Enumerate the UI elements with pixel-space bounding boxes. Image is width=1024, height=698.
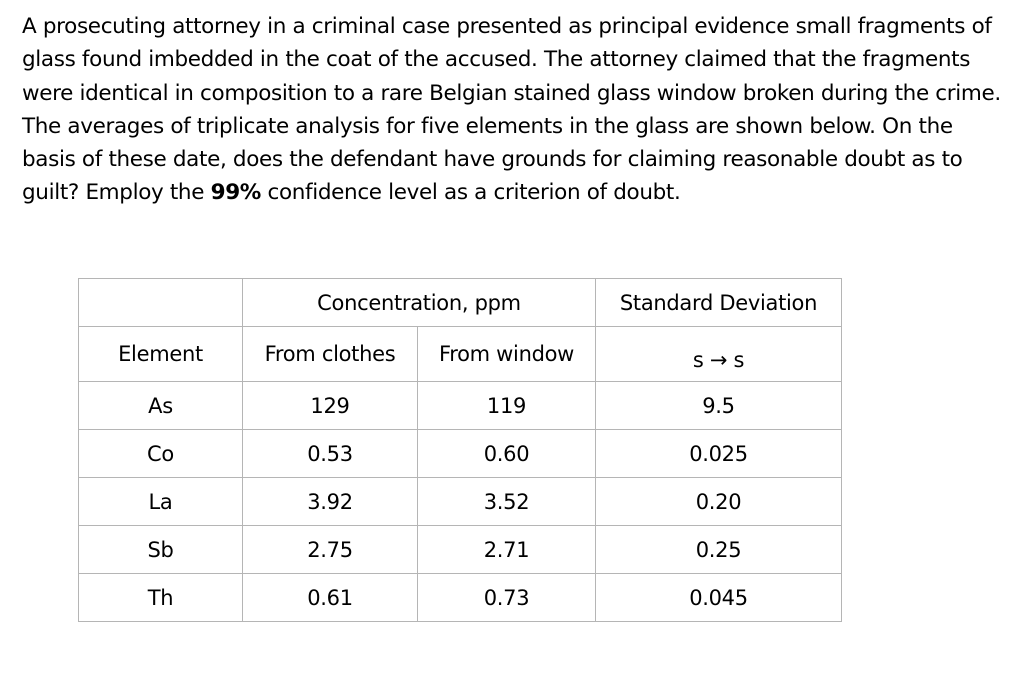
element-cell: La (79, 478, 243, 526)
table-subheader-row (79, 327, 842, 382)
concentration-header: Concentration, ppm (243, 279, 596, 327)
window-cell: 119 (418, 382, 596, 430)
sd-cell: 0.025 (596, 430, 842, 478)
window-cell: 0.73 (418, 574, 596, 622)
sd-symbol-header (596, 327, 842, 382)
clothes-cell: 3.92 (243, 478, 418, 526)
element-cell: As (79, 382, 243, 430)
sd-cell: 0.25 (596, 526, 842, 574)
table-row (79, 430, 842, 478)
clothes-cell: 129 (243, 382, 418, 430)
table-row (79, 526, 842, 574)
element-cell: Sb (79, 526, 243, 574)
window-cell: 3.52 (418, 478, 596, 526)
window-cell: 2.71 (418, 526, 596, 574)
problem-statement (22, 10, 1012, 210)
table-row (79, 574, 842, 622)
sd-cell: 9.5 (596, 382, 842, 430)
std-dev-header: Standard Deviation (596, 279, 842, 327)
table-row (79, 478, 842, 526)
problem-text-start: A prosecuting attorney in a criminal case presented as principal evidence small fragments of glass found imbedded in the coat of the accused. The attorney claimed that the fragments were identical in composition to a rare Belgian stained glass window broken during the crime. The averages of triplicate analysis for five elements in the glass are shown below. On the basis of these date, does the defendant have grounds for claiming reasonable doubt as to guilt? Employ the (22, 14, 1001, 206)
empty-header-cell (79, 279, 243, 327)
table-row (79, 382, 842, 430)
problem-text-end: confidence level as a criterion of doubt. (261, 180, 681, 206)
sd-cell: 0.045 (596, 574, 842, 622)
glass-composition-table (78, 278, 842, 622)
from-window-header: From window (418, 327, 596, 382)
sd-symbol: s → s (692, 348, 745, 372)
element-cell: Co (79, 430, 243, 478)
clothes-cell: 0.53 (243, 430, 418, 478)
element-header: Element (79, 327, 243, 382)
element-cell: Th (79, 574, 243, 622)
confidence-level: 99% (210, 180, 261, 206)
clothes-cell: 2.75 (243, 526, 418, 574)
window-cell: 0.60 (418, 430, 596, 478)
sd-cell: 0.20 (596, 478, 842, 526)
from-clothes-header: From clothes (243, 327, 418, 382)
table-header-row (79, 279, 842, 327)
clothes-cell: 0.61 (243, 574, 418, 622)
